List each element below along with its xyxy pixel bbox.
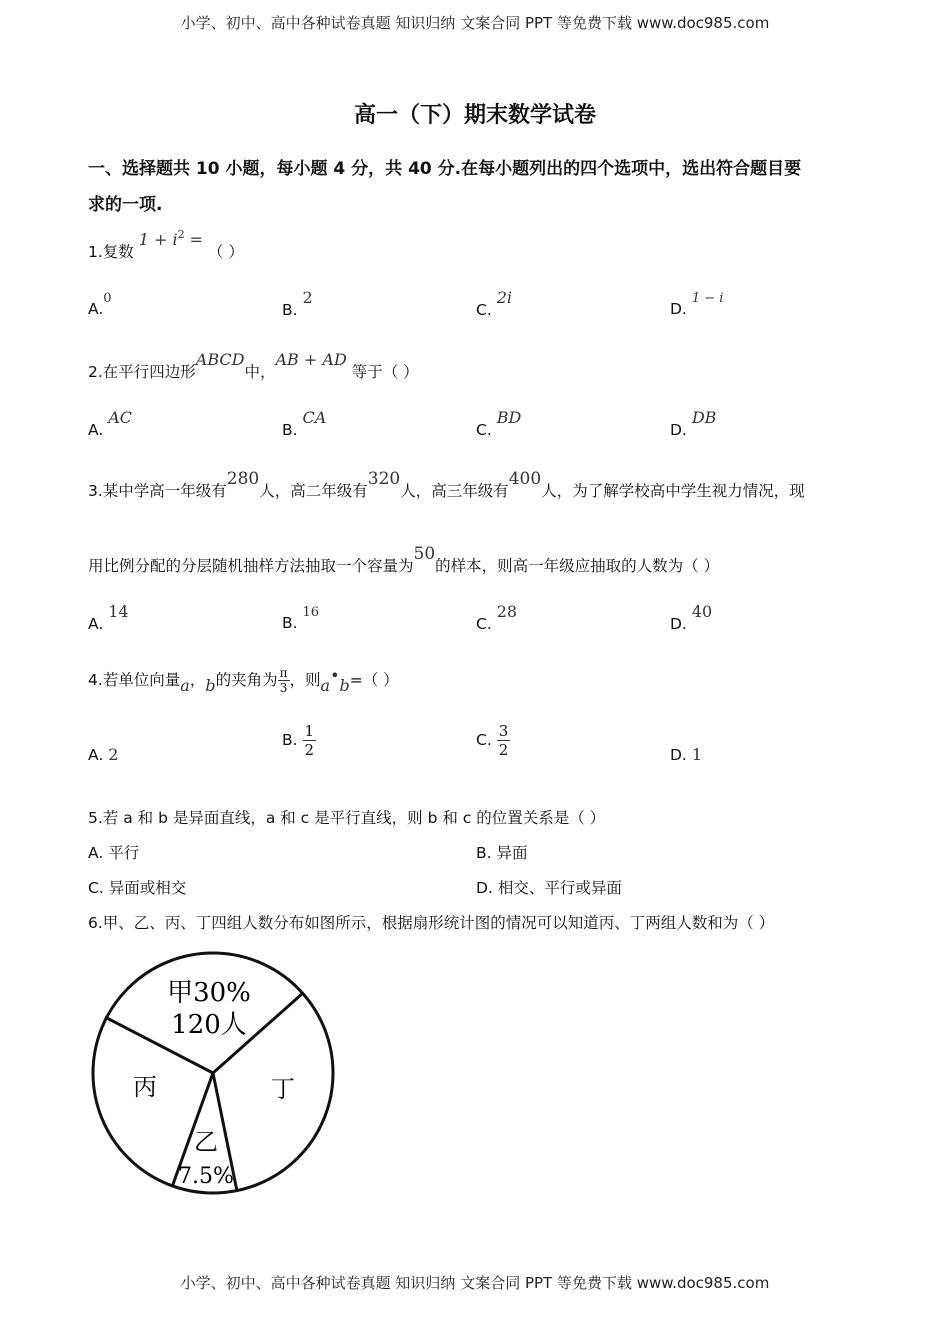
- pie-label-bing: 丙: [133, 1073, 157, 1101]
- q4-option-a: A. 2: [88, 745, 119, 764]
- q3-option-c: C. 28: [476, 602, 518, 633]
- angle-fraction: $\frac{\pi}{3}$: [279, 666, 288, 695]
- question-4: 4.若单位向量a，b的夹角为 $\frac{\pi}{3}$ ，则a•b=（ ）: [88, 666, 399, 695]
- q2-option-b: B. CA: [282, 408, 327, 439]
- section-heading-line1: 一、选择题共 10 小题，每小题 4 分，共 40 分.在每小题列出的四个选项中，选出符合题目要: [88, 159, 802, 179]
- pie-label-jia-line2: 120人: [171, 1010, 247, 1040]
- q3-option-a: A. 14: [88, 602, 129, 633]
- q1-option-c: C. 2i: [476, 288, 512, 319]
- q2-option-a: A. AC: [88, 408, 132, 439]
- question-1: 1.复数 $1 + i^2$ = （ ）: [88, 228, 244, 261]
- question-6: 6.甲、乙、丙、丁四组人数分布如图所示，根据扇形统计图的情况可以知道丙、丁两组人数和为（ ）: [88, 914, 775, 932]
- page-header: 小学、初中、高中各种试卷真题 知识归纳 文案合同 PPT 等免费下载 www.doc985.com: [180, 14, 770, 32]
- q3-option-d: D. 40: [670, 602, 713, 633]
- question-2: 2.在平行四边形ABCD中，AB + AD 等于（ ）: [88, 350, 419, 381]
- q1-option-d: D. $^{1 - i}$: [670, 291, 724, 318]
- q4-option-b: B. $\frac{1}{2}$: [282, 722, 315, 759]
- q5-option-d: D. 相交、平行或异面: [476, 879, 622, 897]
- pie-label-yi-line1: 乙: [194, 1128, 218, 1156]
- q2-option-d: D. DB: [670, 408, 717, 439]
- q1-option-a: A.$^0$: [88, 291, 112, 318]
- q2-option-c: C. BD: [476, 408, 522, 439]
- pie-label-jia-line1: 甲30%: [167, 978, 251, 1008]
- q3-option-b: B. $^{16}$: [282, 605, 320, 632]
- question-3-line2: 用比例分配的分层随机抽样方法抽取一个容量为50的样本，则高一年级应抽取的人数为（ ）: [88, 544, 720, 575]
- q5-option-a: A. 平行: [88, 844, 140, 862]
- pie-chart: [85, 945, 345, 1205]
- q5-option-c: C. 异面或相交: [88, 879, 187, 897]
- section-heading-line2: 求的一项.: [88, 195, 163, 215]
- pie-label-ding: 丁: [271, 1075, 295, 1103]
- q1-option-b: B. 2: [282, 288, 313, 319]
- q4-option-c: C. $\frac{3}{2}$: [476, 722, 509, 759]
- q4-option-d: D. 1: [670, 745, 702, 764]
- question-3-line1: 3.某中学高一年级有280人，高二年级有320人，高三年级有400人，为了解学校高中学生视力情况，现: [88, 469, 805, 500]
- page-footer: 小学、初中、高中各种试卷真题 知识归纳 文案合同 PPT 等免费下载 www.doc985.com: [180, 1274, 770, 1292]
- q5-option-b: B. 异面: [476, 844, 528, 862]
- question-5: 5.若 a 和 b 是异面直线，a 和 c 是平行直线，则 b 和 c 的位置关系是（ ）: [88, 809, 606, 827]
- page-title: 高一（下）期末数学试卷: [353, 103, 596, 128]
- pie-label-yi-line2: 7.5%: [178, 1164, 234, 1189]
